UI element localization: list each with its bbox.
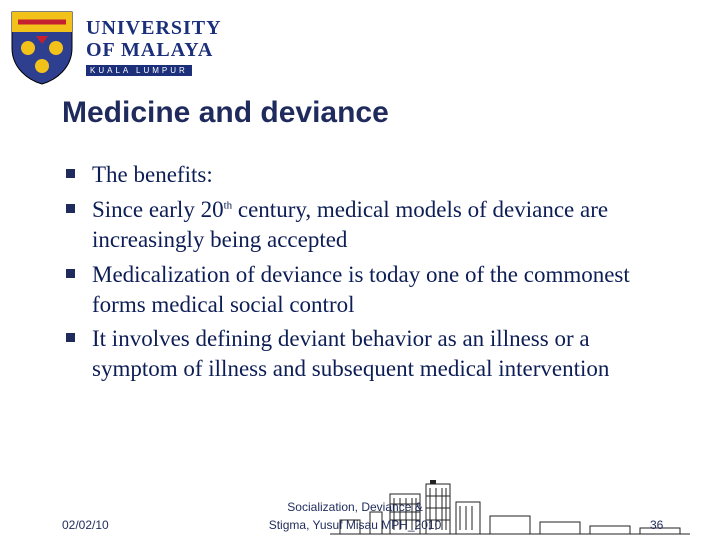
bullet-text: Medicalization of deviance is today one of the commonest forms medical social control: [92, 261, 630, 317]
bullet-square-icon: [66, 204, 75, 213]
bullet-superscript: th: [223, 199, 233, 212]
footer-caption-line2: Stigma, Yusuf Misau MPH_2010: [268, 518, 442, 532]
logo-line-kuala-lumpur: KUALA LUMPUR: [86, 65, 192, 76]
footer-caption: [250, 498, 460, 534]
crest-icon: [8, 8, 76, 86]
bullet-list: [62, 160, 662, 389]
bullet-text: It involves defining deviant behavior as an illness or a symptom of illness and subsequent medical intervention: [92, 326, 610, 382]
slide-footer: [0, 470, 728, 546]
bullet-square-icon: [66, 169, 75, 178]
bullet-square-icon: [66, 333, 75, 342]
bullet-item: [62, 260, 662, 320]
logo-line-malaya: OF MALAYA: [86, 39, 214, 61]
bullet-text-pre: Since early 20: [92, 196, 224, 222]
bullet-text: The benefits:: [92, 162, 213, 187]
bullet-square-icon: [66, 269, 75, 278]
bullet-text-post: century, medical models of deviance are increasingly being accepted: [92, 196, 609, 252]
page-number: 36: [650, 518, 664, 532]
bullet-item: [62, 160, 662, 190]
logo-wordmark: [86, 18, 222, 78]
slide-title: Medicine and deviance: [62, 96, 389, 129]
footer-date: 02/02/10: [62, 518, 109, 532]
logo-line-university: UNIVERSITY: [86, 17, 222, 39]
bullet-item: [62, 324, 662, 384]
bullet-item: [62, 195, 662, 255]
footer-caption-line1: Socialization, Deviance &: [287, 500, 423, 514]
university-logo: [8, 8, 222, 88]
